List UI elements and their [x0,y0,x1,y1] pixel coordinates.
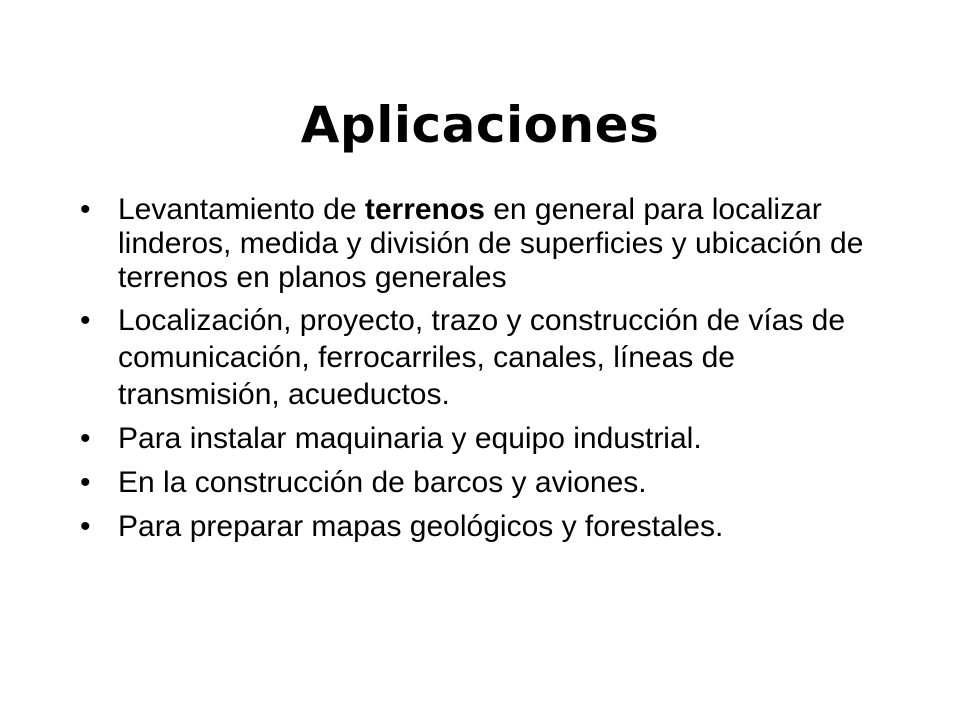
bullet-item [80,508,880,545]
bullet-marker [80,464,110,501]
bullet-item [80,464,880,501]
bullet-text-end: en general para localizar linderos, medida y división de superficies y ubicación de terrenos en planos generales [118,193,864,294]
bullet-text: Para instalar maquinaria y equipo industrial. [118,422,702,455]
bullet-item [80,420,880,457]
bullet-item [80,302,880,413]
bullet-text [118,193,863,294]
bullet-text: Para preparar mapas geológicos y forestales. [118,510,724,543]
bullet-list [80,193,880,552]
bullet-text: En la construcción de barcos y aviones. [118,466,647,499]
bullet-marker [80,420,110,457]
bullet-text: Localización, proyecto, trazo y construcción de vías de comunicación, ferrocarriles, canales, líneas de transmisión, acueductos. [118,304,846,411]
bullet-marker [80,508,110,545]
bullet-marker [80,193,110,227]
bullet-item [80,193,880,295]
slide-title: Aplicaciones [300,96,660,154]
bullet-text-start: Levantamiento de [118,193,365,226]
bullet-bold-term: terrenos [364,193,485,226]
bullet-marker [80,302,110,339]
